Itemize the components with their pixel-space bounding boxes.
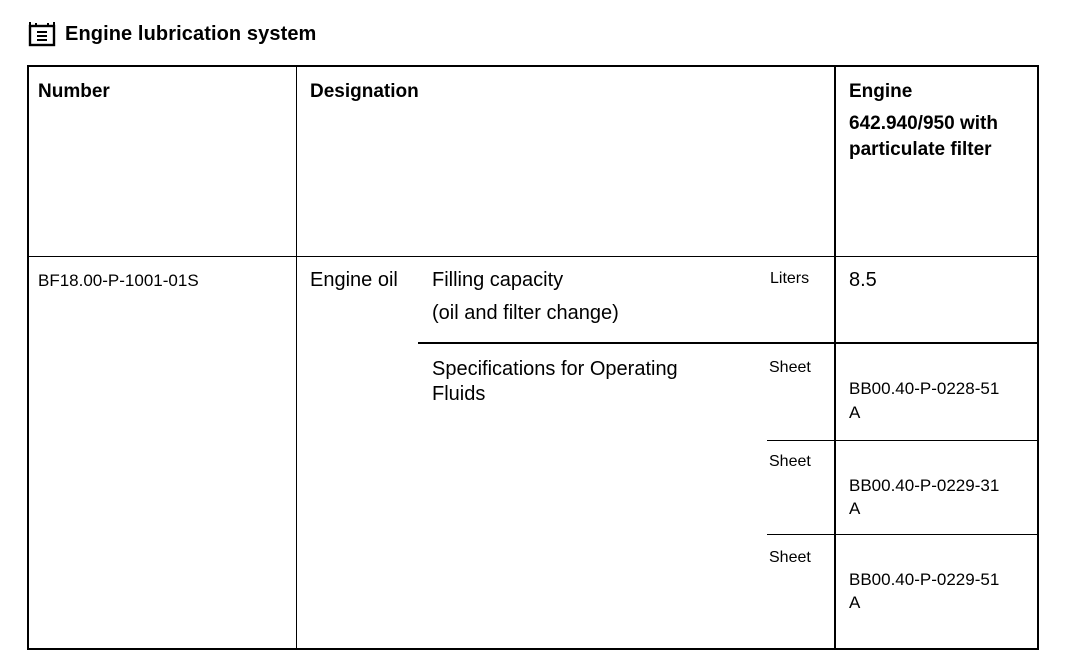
sheet-reference: BB00.40-P-0228-51 [849, 379, 1000, 398]
sheet-reference: BB00.40-P-0229-31 [849, 476, 1000, 495]
sheet-unit: Sheet [769, 549, 811, 566]
table-border-top [27, 65, 1039, 67]
sheet-reference-suffix: A [849, 403, 861, 422]
row-number: BF18.00-P-1001-01S [38, 271, 199, 290]
column-divider-engine [834, 65, 836, 650]
header-engine-model: 642.940/950 with [849, 113, 998, 134]
sheet-unit: Sheet [769, 453, 811, 470]
header-engine-filter: particulate filter [849, 139, 992, 160]
page-title: Engine lubrication system [65, 22, 317, 45]
header-designation: Designation [310, 81, 419, 102]
filling-capacity-note: (oil and filter change) [432, 302, 619, 324]
column-divider-number [296, 65, 297, 650]
sheet-reference: BB00.40-P-0229-51 [849, 570, 1000, 589]
filling-capacity-label: Filling capacity [432, 269, 564, 291]
table-border-right [1037, 65, 1039, 650]
row-designation: Engine oil [310, 269, 398, 291]
sheet-unit: Sheet [769, 359, 811, 376]
filling-capacity-unit: Liters [770, 270, 810, 287]
sheet-reference-suffix: A [849, 593, 861, 612]
row-divider-sheet-1 [767, 440, 1039, 441]
row-divider-filling [418, 342, 1039, 344]
spec-label-cont: Fluids [432, 383, 486, 405]
filling-capacity-value: 8.5 [849, 269, 877, 291]
row-divider-sheet-2 [767, 534, 1039, 535]
sheet-reference-suffix: A [849, 499, 861, 518]
header-number: Number [38, 81, 110, 102]
spec-label: Specifications for Operating [432, 358, 678, 380]
header-engine: Engine [849, 81, 913, 102]
table-border-bottom [27, 648, 1039, 650]
table-border-left [27, 65, 29, 650]
header-divider [27, 256, 1039, 257]
